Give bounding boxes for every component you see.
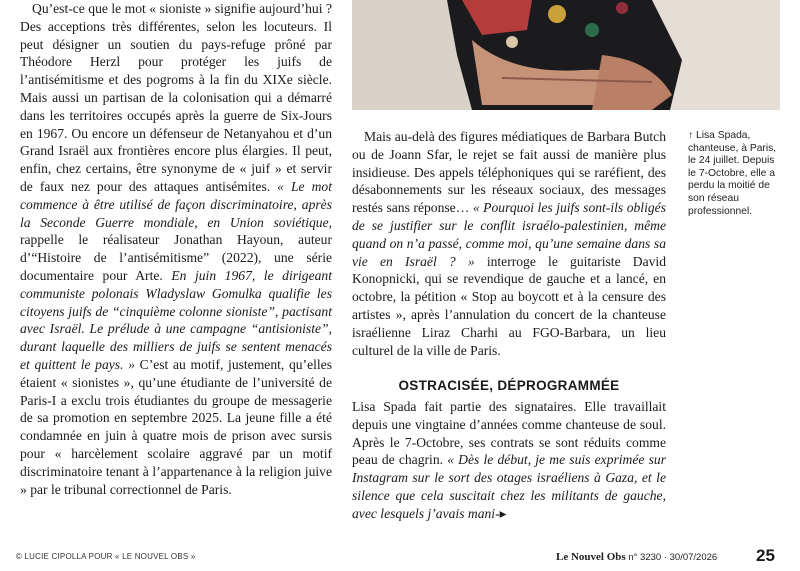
photo-caption: ↑ Lisa Spada, chanteuse, à Paris, le 24 juillet. Depuis le 7-Octobre, elle a perdu la moitié de son réseau professionnel. [688,130,777,217]
quote-konopnicki: « Pourquoi les juifs sont-ils obligés de se justifier sur le conflit israélo-palestinien, même quand on n’a passé, comme moi, qu’une semaine dans sa vie en Israël ? » [352,200,666,269]
section-subhead: OSTRACISÉE, DÉPROGRAMMÉE [398,378,620,393]
continue-arrow-icon: ▸ [499,505,507,521]
issue-number: n° 3230 · 30/07/2026 [625,552,718,563]
attribution-hayoun: rappelle le réalisateur Jonathan Hayoun, auteur d’“Histoire de l’antisémitisme” (2022), une série documentaire pour Arte. [20,232,332,283]
photo-illustration [352,0,780,110]
paragraph-paris-i: C’est au motif, justement, qu’elles étaient « sionistes », qu’une étudiante de l’université de Paris-I a exclu trois étudiantes du groupe de messagerie de sa promotion en septembre 2025. La jeune fille a été condamnée en juin à quatre mois de prison avec sursis pour « harcèlement scolaire aggravé par un motif discriminatoire tenant à l’appartenance à la religion juive » par le tribunal correctionnel de Paris. [20,356,333,497]
quote-hayoun-1: « Le mot commence à être utilisé de façon discriminatoire, après la Seconde Guerre mondiale, en Union soviétique, [20,178,333,230]
paragraph-petition: interroge le guitariste David Konopnicki, qui se revendique de gauche et a lancé, en octobre, la pétition « Stop au boycott et à la censure des artistes », après l’annulation du concert de la chanteuse israélienne Liraz Charhi au FGO-Barbara, un lieu culturel de la ville de Paris. [352,253,667,358]
quote-hayoun-2: En juin 1967, le dirigeant communiste polonais Wladyslaw Gomulka qualifie les citoyens juifs de “cinquième colonne sioniste”, pactisant avec Israël. Le prélude à une campagne “antisioniste”, durant laquelle des milliers de juifs se sentent menacés et quittent le pays. » [20,267,333,372]
photo-credit: © LUCIE CIPOLLA POUR « LE NOUVEL OBS » [16,552,196,561]
article-left-column [20,0,332,498]
issue-info [556,551,717,563]
paragraph-rejection: Mais au-delà des figures médiatiques de Barbara Butch ou de Joann Sfar, le rejet se fait aussi de manière plus insidieuse. Des appels téléphoniques qui se raréfient, des désabonnements sur les réseaux sociaux, des messages restés sans réponse… [352,129,666,216]
article-middle-column [352,128,666,359]
paragraph-sionism: Qu’est-ce que le mot « sioniste » signifie aujourd’hui ? Des acceptions très différentes, selon les locuteurs. Il peut désigner un soutien du pays-refuge prôné par Théodore Herzl pour protéger les juifs de l’antisémitisme et des pogroms à la fin du XIXe siècle. Mais aussi un partisan de la colonisation qui a démarré dans les territoires occupés après la guerre de Six-Jours en 1967. Ou encore un défenseur de Netanyahou et d’un Grand Israël aux frontières encore plus élargies. Il peut, enfin, chez certains, être synonyme de « juif » et servir de faux nez pour des attaques antisémites. [20,1,332,194]
article-middle-column-continued [352,398,666,523]
page-number: 25 [756,546,775,565]
quote-lisa-spada: « Dès le début, je me suis exprimée sur Instagram sur le sort des otages israéliens à Gaza, et le silence que cela suscitait chez les militants de gauche, avec lesquels j’avais mani- [352,452,666,521]
paragraph-lisa-spada: Lisa Spada fait partie des signataires. Elle travaillait depuis une vingtaine d’années comme chanteuse de soul. Après le 7-Octobre, ses contrats se sont réduits comme peau de chagrin. [352,399,666,468]
article-photo [352,0,780,110]
magazine-name: Le Nouvel Obs [556,551,626,563]
page-footer [0,548,800,571]
